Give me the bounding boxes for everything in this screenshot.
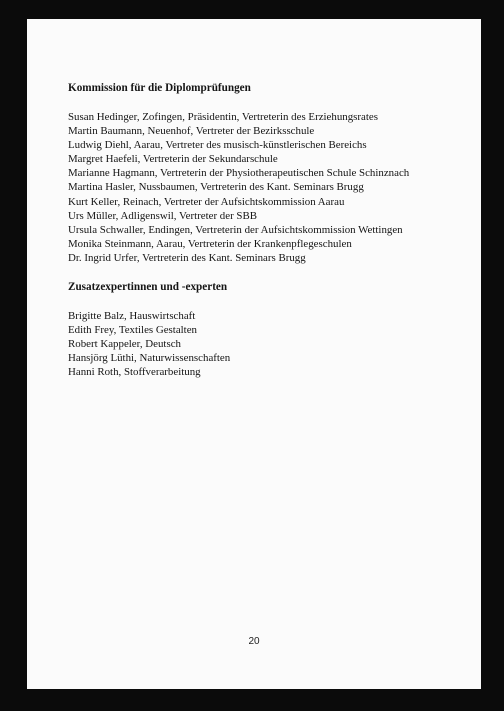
list-item: Kurt Keller, Reinach, Vertreter der Aufsichtskommission Aarau bbox=[68, 195, 345, 208]
document-page bbox=[27, 19, 481, 689]
list-item: Urs Müller, Adligenswil, Vertreter der SBB bbox=[68, 209, 258, 222]
list-item: Martina Hasler, Nussbaumen, Vertreterin des Kant. Seminars Brugg bbox=[68, 181, 364, 194]
section-zusatzexperten bbox=[68, 280, 468, 379]
section-kommission bbox=[68, 81, 468, 265]
page-number: 20 bbox=[248, 636, 260, 647]
list-item: Robert Kappeler, Deutsch bbox=[68, 338, 181, 351]
list-item: Monika Steinmann, Aarau, Vertreterin der Krankenpflegeschulen bbox=[68, 237, 352, 250]
list-item: Marianne Hagmann, Vertreterin der Physiotherapeutischen Schule Schinznach bbox=[68, 167, 410, 180]
list-item: Ludwig Diehl, Aarau, Vertreter des musisch-künstlerischen Bereichs bbox=[68, 139, 367, 152]
section-heading: Zusatzexpertinnen und -experten bbox=[68, 281, 228, 294]
list-item: Brigitte Balz, Hauswirtschaft bbox=[68, 310, 196, 323]
list-item: Edith Frey, Textiles Gestalten bbox=[68, 324, 197, 337]
list-item: Dr. Ingrid Urfer, Vertreterin des Kant. Seminars Brugg bbox=[68, 251, 306, 264]
list-item: Martin Baumann, Neuenhof, Vertreter der Bezirksschule bbox=[68, 125, 315, 138]
page-content bbox=[68, 81, 468, 380]
list-item: Ursula Schwaller, Endingen, Vertreterin der Aufsichtskommission Wettingen bbox=[68, 223, 403, 236]
section-heading: Kommission für die Diplomprüfungen bbox=[68, 82, 251, 94]
list-item: Susan Hedinger, Zofingen, Präsidentin, Vertreterin des Erziehungsrates bbox=[68, 111, 378, 123]
member-list bbox=[68, 110, 468, 265]
list-item: Margret Haefeli, Vertreterin der Sekundarschule bbox=[68, 153, 278, 166]
expert-list bbox=[68, 309, 468, 379]
list-item: Hansjörg Lüthi, Naturwissenschaften bbox=[68, 352, 231, 365]
list-item: Hanni Roth, Stoffverarbeitung bbox=[68, 366, 201, 379]
